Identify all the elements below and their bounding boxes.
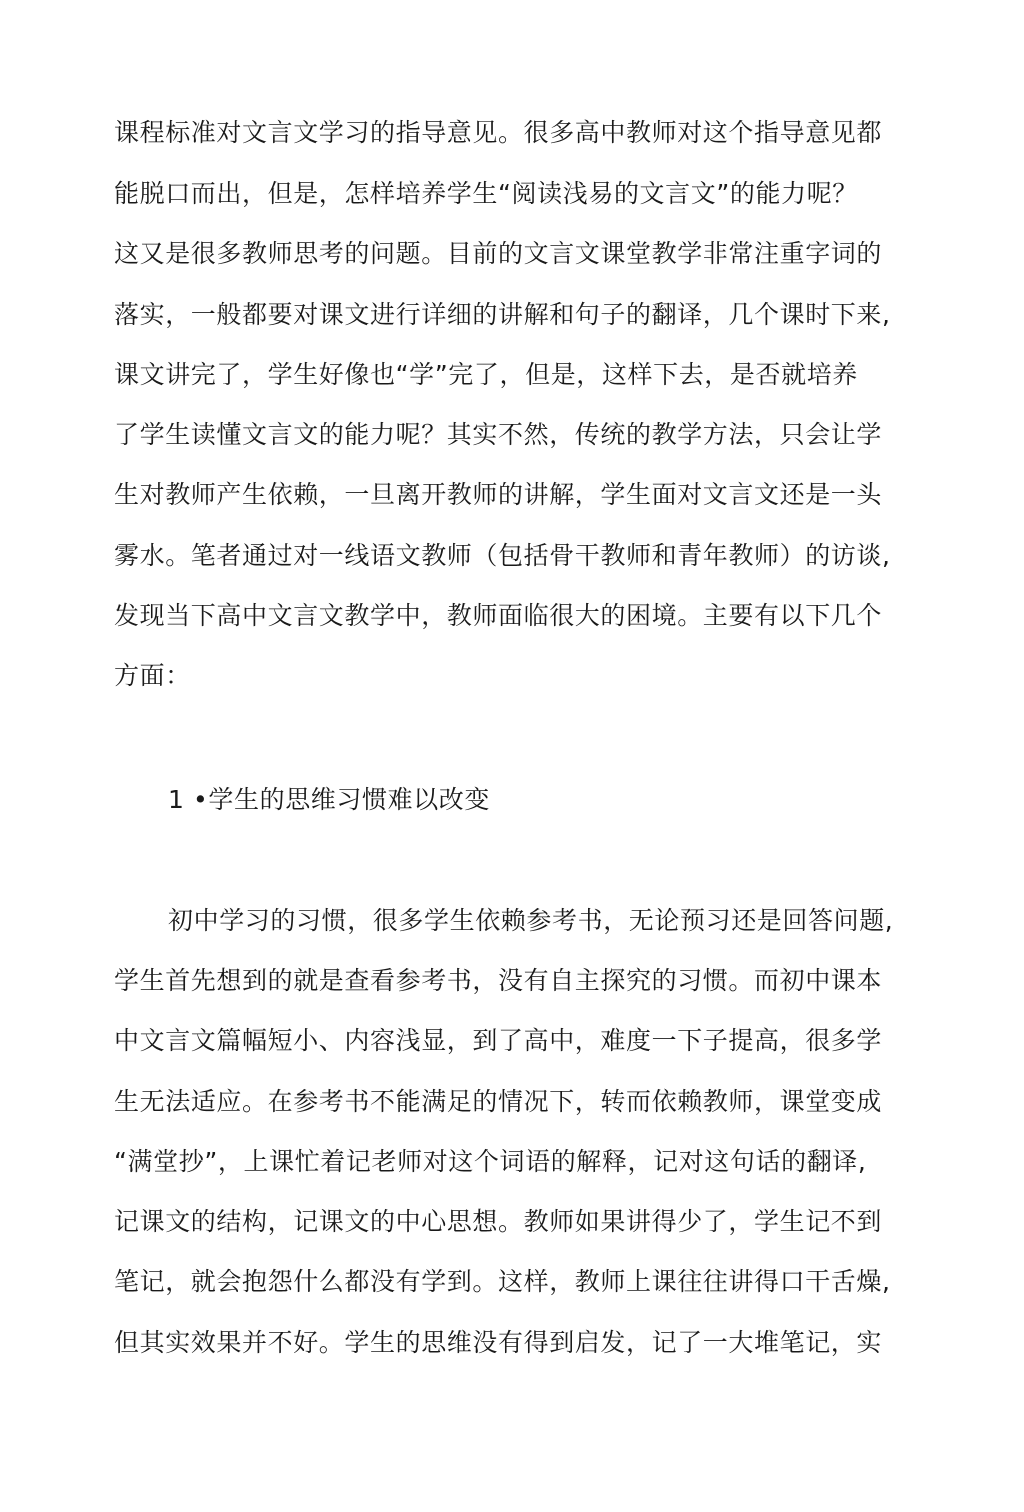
paragraph-line: 中文言文篇幅短小、内容浅显，到了高中，难度一下子提高，很多学 bbox=[114, 1026, 883, 1055]
paragraph-line: 记课文的结构，记课文的中心思想。教师如果讲得少了，学生记不到 bbox=[114, 1207, 883, 1236]
paragraph-line: 方面： bbox=[114, 661, 191, 690]
paragraph-line: “满堂抄”，上课忙着记老师对这个词语的解释，记对这句话的翻译, bbox=[114, 1147, 867, 1176]
paragraph-line: 能脱口而出，但是，怎样培养学生“阅读浅易的文言文”的能力呢？ bbox=[114, 179, 858, 208]
paragraph-line: 课程标准对文言文学习的指导意见。很多高中教师对这个指导意见都 bbox=[114, 118, 883, 147]
paragraph-line: 生对教师产生依赖，一旦离开教师的讲解，学生面对文言文还是一头 bbox=[114, 480, 883, 509]
paragraph-line: 这又是很多教师思考的问题。目前的文言文课堂教学非常注重字词的 bbox=[114, 239, 883, 268]
section-heading: 1 •学生的思维习惯难以改变 bbox=[168, 785, 490, 814]
paragraph-line: 发现当下高中文言文教学中，教师面临很大的困境。主要有以下几个 bbox=[114, 601, 883, 630]
paragraph-line: 生无法适应。在参考书不能满足的情况下，转而依赖教师，课堂变成 bbox=[114, 1087, 883, 1116]
paragraph-line: 学生首先想到的就是查看参考书，没有自主探究的习惯。而初中课本 bbox=[114, 966, 883, 995]
paragraph-line: 课文讲完了，学生好像也“学”完了，但是，这样下去，是否就培养 bbox=[114, 360, 858, 389]
paragraph-line: 了学生读懂文言文的能力呢？其实不然，传统的教学方法，只会让学 bbox=[114, 420, 883, 449]
paragraph-line: 初中学习的习惯，很多学生依赖参考书，无论预习还是回答问题, bbox=[168, 906, 894, 935]
paragraph-line: 笔记，就会抱怨什么都没有学到。这样，教师上课往往讲得口干舌燥, bbox=[114, 1267, 891, 1296]
paragraph-line: 落实，一般都要对课文进行详细的讲解和句子的翻译，几个课时下来, bbox=[114, 300, 891, 329]
paragraph-line: 雾水。笔者通过对一线语文教师（包括骨干教师和青年教师）的访谈, bbox=[114, 541, 891, 570]
paragraph-line: 但其实效果并不好。学生的思维没有得到启发，记了一大堆笔记，实 bbox=[114, 1328, 883, 1357]
